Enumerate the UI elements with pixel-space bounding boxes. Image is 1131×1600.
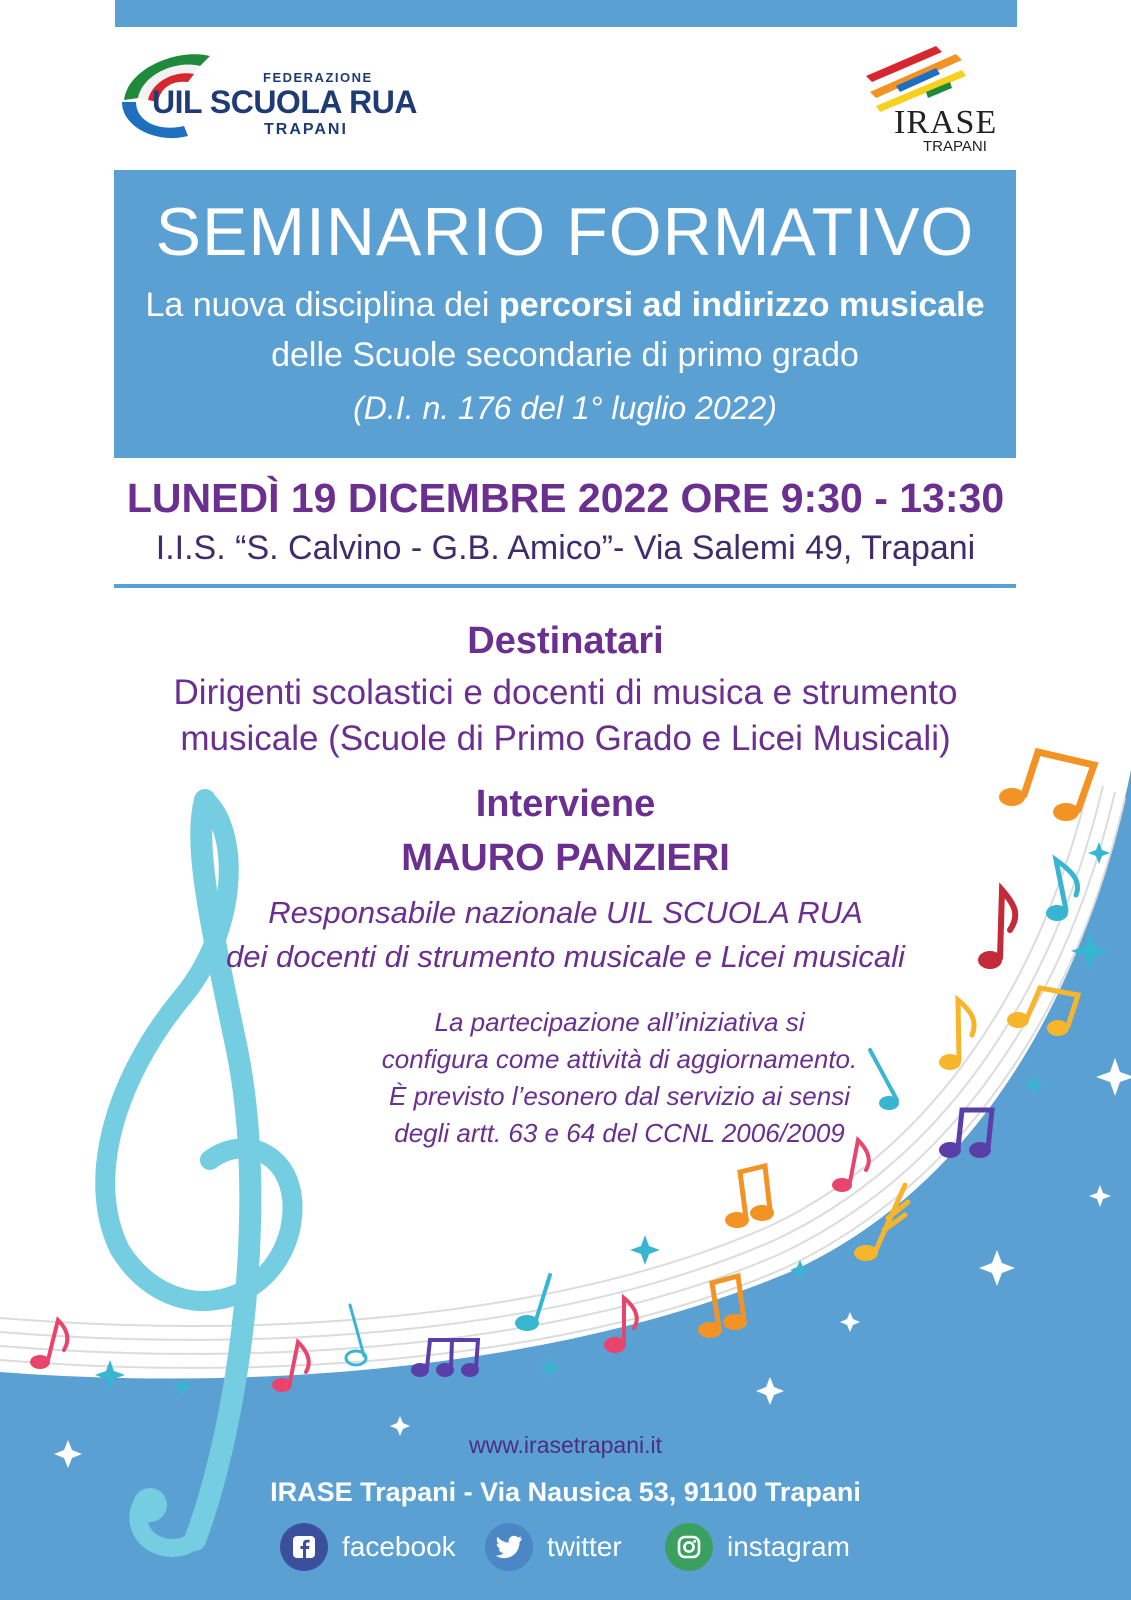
note-icon-cyan-3 (515, 1275, 550, 1331)
twitter-icon (485, 1523, 533, 1571)
beamed-notes-icon-orange (725, 1166, 774, 1228)
social-instagram[interactable] (665, 1520, 850, 1574)
uil-scuola-rua-logo (118, 48, 438, 148)
uil-logo-line3: TRAPANI (264, 121, 348, 138)
uil-logo-line1: FEDERAZIONE (263, 70, 373, 85)
audience-line-2: musicale (Scuole di Primo Grado e Licei Musicali) (180, 719, 951, 758)
speaker-heading: Interviene (475, 783, 656, 825)
subtitle-text-2: delle Scuole secondarie di primo grado (271, 336, 859, 374)
page-title: SEMINARIO FORMATIVO (155, 194, 975, 270)
audience-line-1: Dirigenti scolastici e docenti di musica e strumento (173, 673, 958, 712)
instagram-label: instagram (727, 1531, 850, 1562)
banner-subtitle (114, 280, 1016, 380)
event-venue: I.I.S. “S. Calvino - G.B. Amico”- Via Salemi 49, Trapani (155, 529, 976, 567)
social-facebook[interactable] (280, 1520, 456, 1574)
audience-text (0, 670, 1131, 762)
subtitle-text-1: La nuova disciplina dei (145, 286, 499, 324)
irase-logo-word: IRASE (894, 104, 998, 141)
footer-address: IRASE Trapani - Via Nausica 53, 91100 Trapani (270, 1477, 861, 1507)
note-line-2: configura come attività di aggiornamento. (381, 1044, 858, 1074)
social-twitter[interactable] (485, 1520, 622, 1574)
note-line-1: La partecipazione all’iniziativa si (434, 1007, 805, 1037)
twitter-label: twitter (547, 1531, 622, 1562)
participation-note (54, 1004, 1131, 1152)
speaker-role (0, 891, 1131, 979)
social-links (280, 1520, 880, 1574)
note-line-3: È previsto l’esonero dal servizio ai sensi (389, 1081, 850, 1111)
instagram-icon (665, 1523, 713, 1571)
event-datetime: LUNEDÌ 19 DICEMBRE 2022 ORE 9:30 - 13:30 (126, 475, 1005, 521)
facebook-label: facebook (342, 1531, 456, 1562)
subtitle-bold-text: percorsi ad indirizzo musicale (498, 286, 985, 324)
speaker-name: MAURO PANZIERI (401, 837, 730, 879)
note-icon-pink-4 (30, 1320, 67, 1369)
facebook-icon (280, 1523, 328, 1571)
uil-logo-line2: UIL SCUOLA RUA (152, 84, 417, 120)
speaker-role-line-2: dei docenti di strumento musicale e Licei musicali (226, 939, 905, 974)
irase-trapani-logo (866, 46, 1016, 158)
irase-logo-city: TRAPANI (923, 138, 987, 155)
decree-reference: (D.I. n. 176 del 1° luglio 2022) (353, 390, 777, 426)
separator-line (114, 584, 1016, 588)
title-banner (114, 170, 1016, 458)
website-link[interactable]: www.irasetrapani.it (468, 1432, 663, 1458)
speaker-role-line-1: Responsabile nazionale UIL SCUOLA RUA (268, 895, 863, 930)
note-line-4: degli artt. 63 e 64 del CCNL 2006/2009 (394, 1118, 845, 1148)
audience-heading: Destinatari (467, 620, 664, 662)
